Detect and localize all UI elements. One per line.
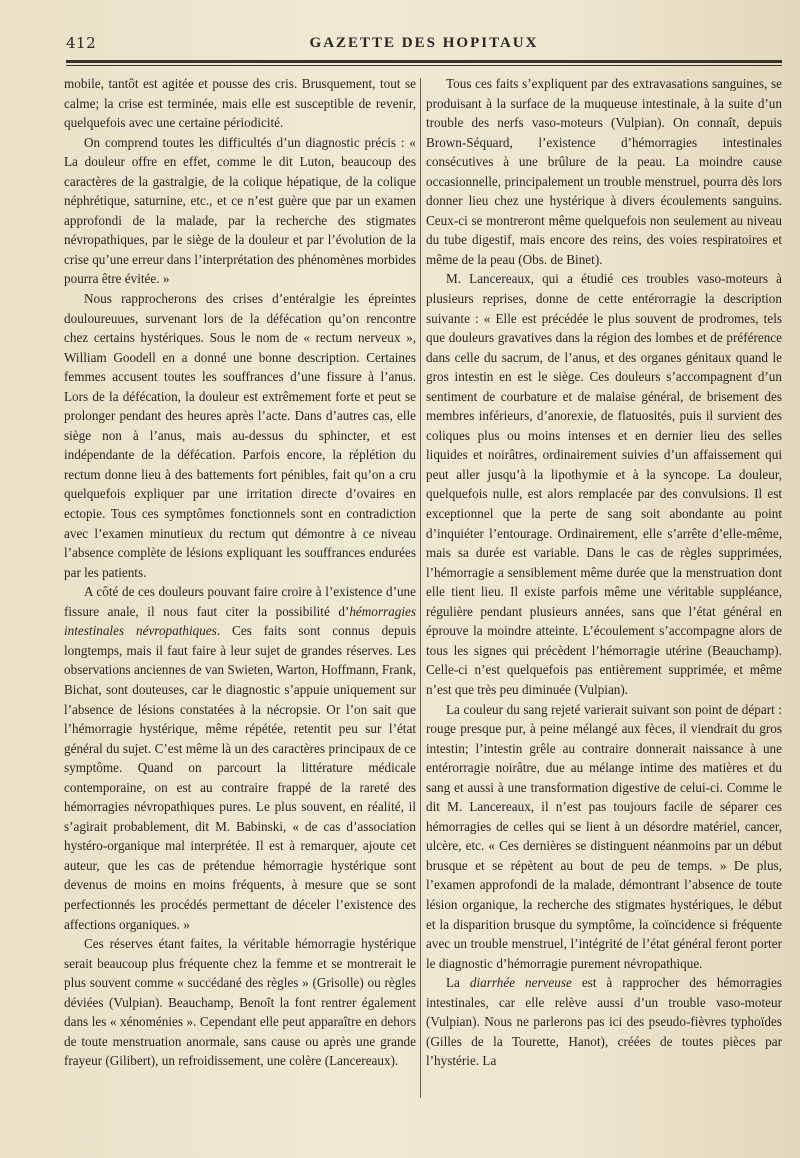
paragraph [64, 582, 416, 934]
journal-title: GAZETTE DES HOPITAUX [309, 35, 539, 51]
header-rule-thick [66, 60, 782, 63]
right-column [426, 74, 782, 1071]
paragraph: Tous ces faits s’expliquent par des extravasations sanguines, se produisant à la surface de la muqueuse intestinale, à la suite d’un trouble des nerfs vaso-moteurs (Vulpian). On connaît, depuis Brown-Séquard, l’existence d’hémorragies intestinales consécutives à une brûlure de la peau. La moindre cause occasionnelle, principalement un trouble menstruel, pourra dès lors donner lieu chez une hystérique à divers écoulements sanguins. Ceux-ci se montreront même quelquefois non seulement au niveau du tube digestif, mais encore des reins, des voies respiratoires et même de la peau (Obs. de Binet). [426, 76, 782, 267]
paragraph [426, 973, 782, 1071]
text-run: est à rapprocher des hémorragies intestinales, car elle relève aussi d’un trouble vaso-moteur (Vulpian). Nous ne parlerons pas ici des pseudo-fièvres typhoïdes (Gilles de la Tourette, Hanot), créées de toutes pièces par l’hystérie. La [426, 975, 782, 1069]
paragraph: Ces réserves étant faites, la véritable hémorragie hystérique serait beaucoup plus fréquente chez la femme et se montrerait le plus souvent comme « succédané des règles » (Grisolle) ou règles déviées (Vulpian). Beauchamp, Benoît la font rentrer également dans les « xénoménies ». Cependant elle peut apparaître en dehors de toute menstruation anormale, sans cause ou après une grande frayeur (Gilibert), un refroidissement, une colère (Lancereaux). [64, 936, 416, 1069]
text-run: . Ces faits sont connus depuis longtemps, mais il faut faire à leur sujet de grandes réserves. Les observations anciennes de van Swieten, Warton, Hoffmann, Frank, Bichat, sont douteuses, car le diagnostic s’appuie uniquement sur l’absence de lésions constatées à la nécropsie. Or l’on sait que l’hémorragie hystérique, même répétée, retentit peu sur l’état général du sujet. C’est même là un des caractères principaux de ce symptôme. Quand on parcourt la littérature médicale contemporaine, on est au contraire frappé de la rareté des hémorragies névropathiques pures. Le plus souvent, en réalité, il s’agirait probablement, dit M. Babinski, « de cas d’association hystéro-organique mal interprétée. Il est à remarquer, ajoute cet auteur, que les cas de prétendue hémorragie hystérique sont devenus de moins en moins fréquents, à mesure que se sont perfectionnés les procédés permettant de déceler l’existence des affections organiques. » [64, 623, 417, 932]
left-column [64, 74, 416, 1071]
paragraph: On comprend toutes les difficultés d’un diagnostic précis : « La douleur offre en effet, comme le dit Luton, beaucoup des caractères de la gastralgie, de la colique hépatique, de la colique néphrétique, saturnine, etc., et ce n’est guère que par un examen approfondi de la malade, par la recherche des stigmates névropathiques, par le siège de la douleur et par l’évolution de la crise qu’une erreur dans l’interprétation des phénomènes morbides pourra être évitée. » [64, 134, 416, 287]
paragraph: mobile, tantôt est agitée et pousse des cris. Brusquement, tout se calme; la crise est terminée, mais elle est susceptible de revenir, quelquefois avec une certaine périodicité. [64, 76, 416, 131]
paragraph: M. Lancereaux, qui a étudié ces troubles vaso-moteurs à plusieurs reprises, donne de cette entérorragie la description suivante : « Elle est précédée le plus souvent de prodromes, tels que douleurs gravatives dans la région des lombes et de préférence dans celle du sacrum, de l’anus, et des organes génitaux quand le gros intestin en est le siège. Ces douleurs s’accompagnent d’un sentiment de courbature et de malaise général, de brisement des membres inférieurs, d’anorexie, de flatuosités, puis il survient des coliques plus ou moins intenses et en dernier lieu des selles liquides et noirâtres, ordinairement suivies d’un affaissement qui peut aller jusqu’à la lipothymie et à la syncope. La douleur, quelquefois nulle, est alors remplacée par des convulsions. Il est exceptionnel que la perte de sang soit abondante au point d’inquiéter l’entourage. Ordinairement, elle s’arrête d’elle-même, mais sa durée est variable. Dans le cas de règles supprimées, l’hémorragie a sensiblement même durée que la menstruation dont elle tient lieu. Il existe parfois même une véritable suppléance, régulière pendant plusieurs années, sans que l’état général en éprouve la moindre atteinte. L’écoulement s’accompagne alors de tous les signes qui précèdent l’hémorragie utérine (Beauchamp). Celle-ci n’est quelquefois pas entièrement supprimée, et même n’est que très peu diminuée (Vulpian). [426, 271, 782, 697]
italic-term: hémorragies intestinales névropathiques [64, 603, 416, 639]
page-header [66, 34, 782, 58]
page-number: 412 [66, 34, 97, 52]
italic-term: diarrhée nerveuse [469, 975, 572, 991]
column-divider [420, 78, 421, 1098]
paragraph: La couleur du sang rejeté varierait suivant son point de départ : rouge presque pur, à peine mélangé aux fèces, il viendrait du gros intestin; l’intestin grêle au contraire donnerait naissance à une entérorragie noirâtre, due au mélange intime des matières et du sang et aussi à une transformation digestive de celui-ci. Comme le dit M. Lancereaux, il n’est pas toujours facile de séparer ces hémorragies de celles qui se lient à un désordre matériel, cancer, ulcère, etc. « Ces dernières se distinguent néanmoins par un début brusque et se répètent au bout de peu de temps. » De plus, l’examen approfondi de la malade, démontrant l’absence de toute lésion organique, la recherche des stigmates hystériques, le début et la disparition brusque du symptôme, la coïncidence si fréquente avec un trouble menstruel, l’intégrité de l’état général feront porter le diagnostic d’hémorragie purement névropathique. [426, 701, 782, 971]
text-run: A côté de ces douleurs pouvant faire croire à l’existence d’une fissure anale, il nous faut citer la possibilité d’ [64, 584, 416, 619]
text-run: La [446, 975, 470, 991]
paragraph: Nous rapprocherons des crises d’entéralgie les épreintes douloureuues, survenant lors de la défécation qu’on rencontre chez certains hystériques. Sous le nom de « rectum nerveux », William Goodell en a donné une bonne description. Certaines femmes accusent toutes les souffrances d’une fissure à l’anus. Lors de la défécation, la douleur est extrêmement forte et peut se prolonger pendant des heures après l’acte. Dans d’autres cas, elle siège non à l’anus, mais au-dessus du sphincter, et est indépendante de la défécation. Parfois encore, la réplétion du rectum donne lieu à des battements fort pénibles, fait qu’on a cru quelquefois expliquer par une irritation directe d’ovaires en ectopie. Tous ces symptômes fonctionnels sont en contradiction avec l’examen minutieux du rectum qut démontre à ce niveau l’absence complète de lésions expliquant les souffrances endurées par les patients. [64, 291, 416, 580]
header-rule-thin [66, 65, 782, 66]
